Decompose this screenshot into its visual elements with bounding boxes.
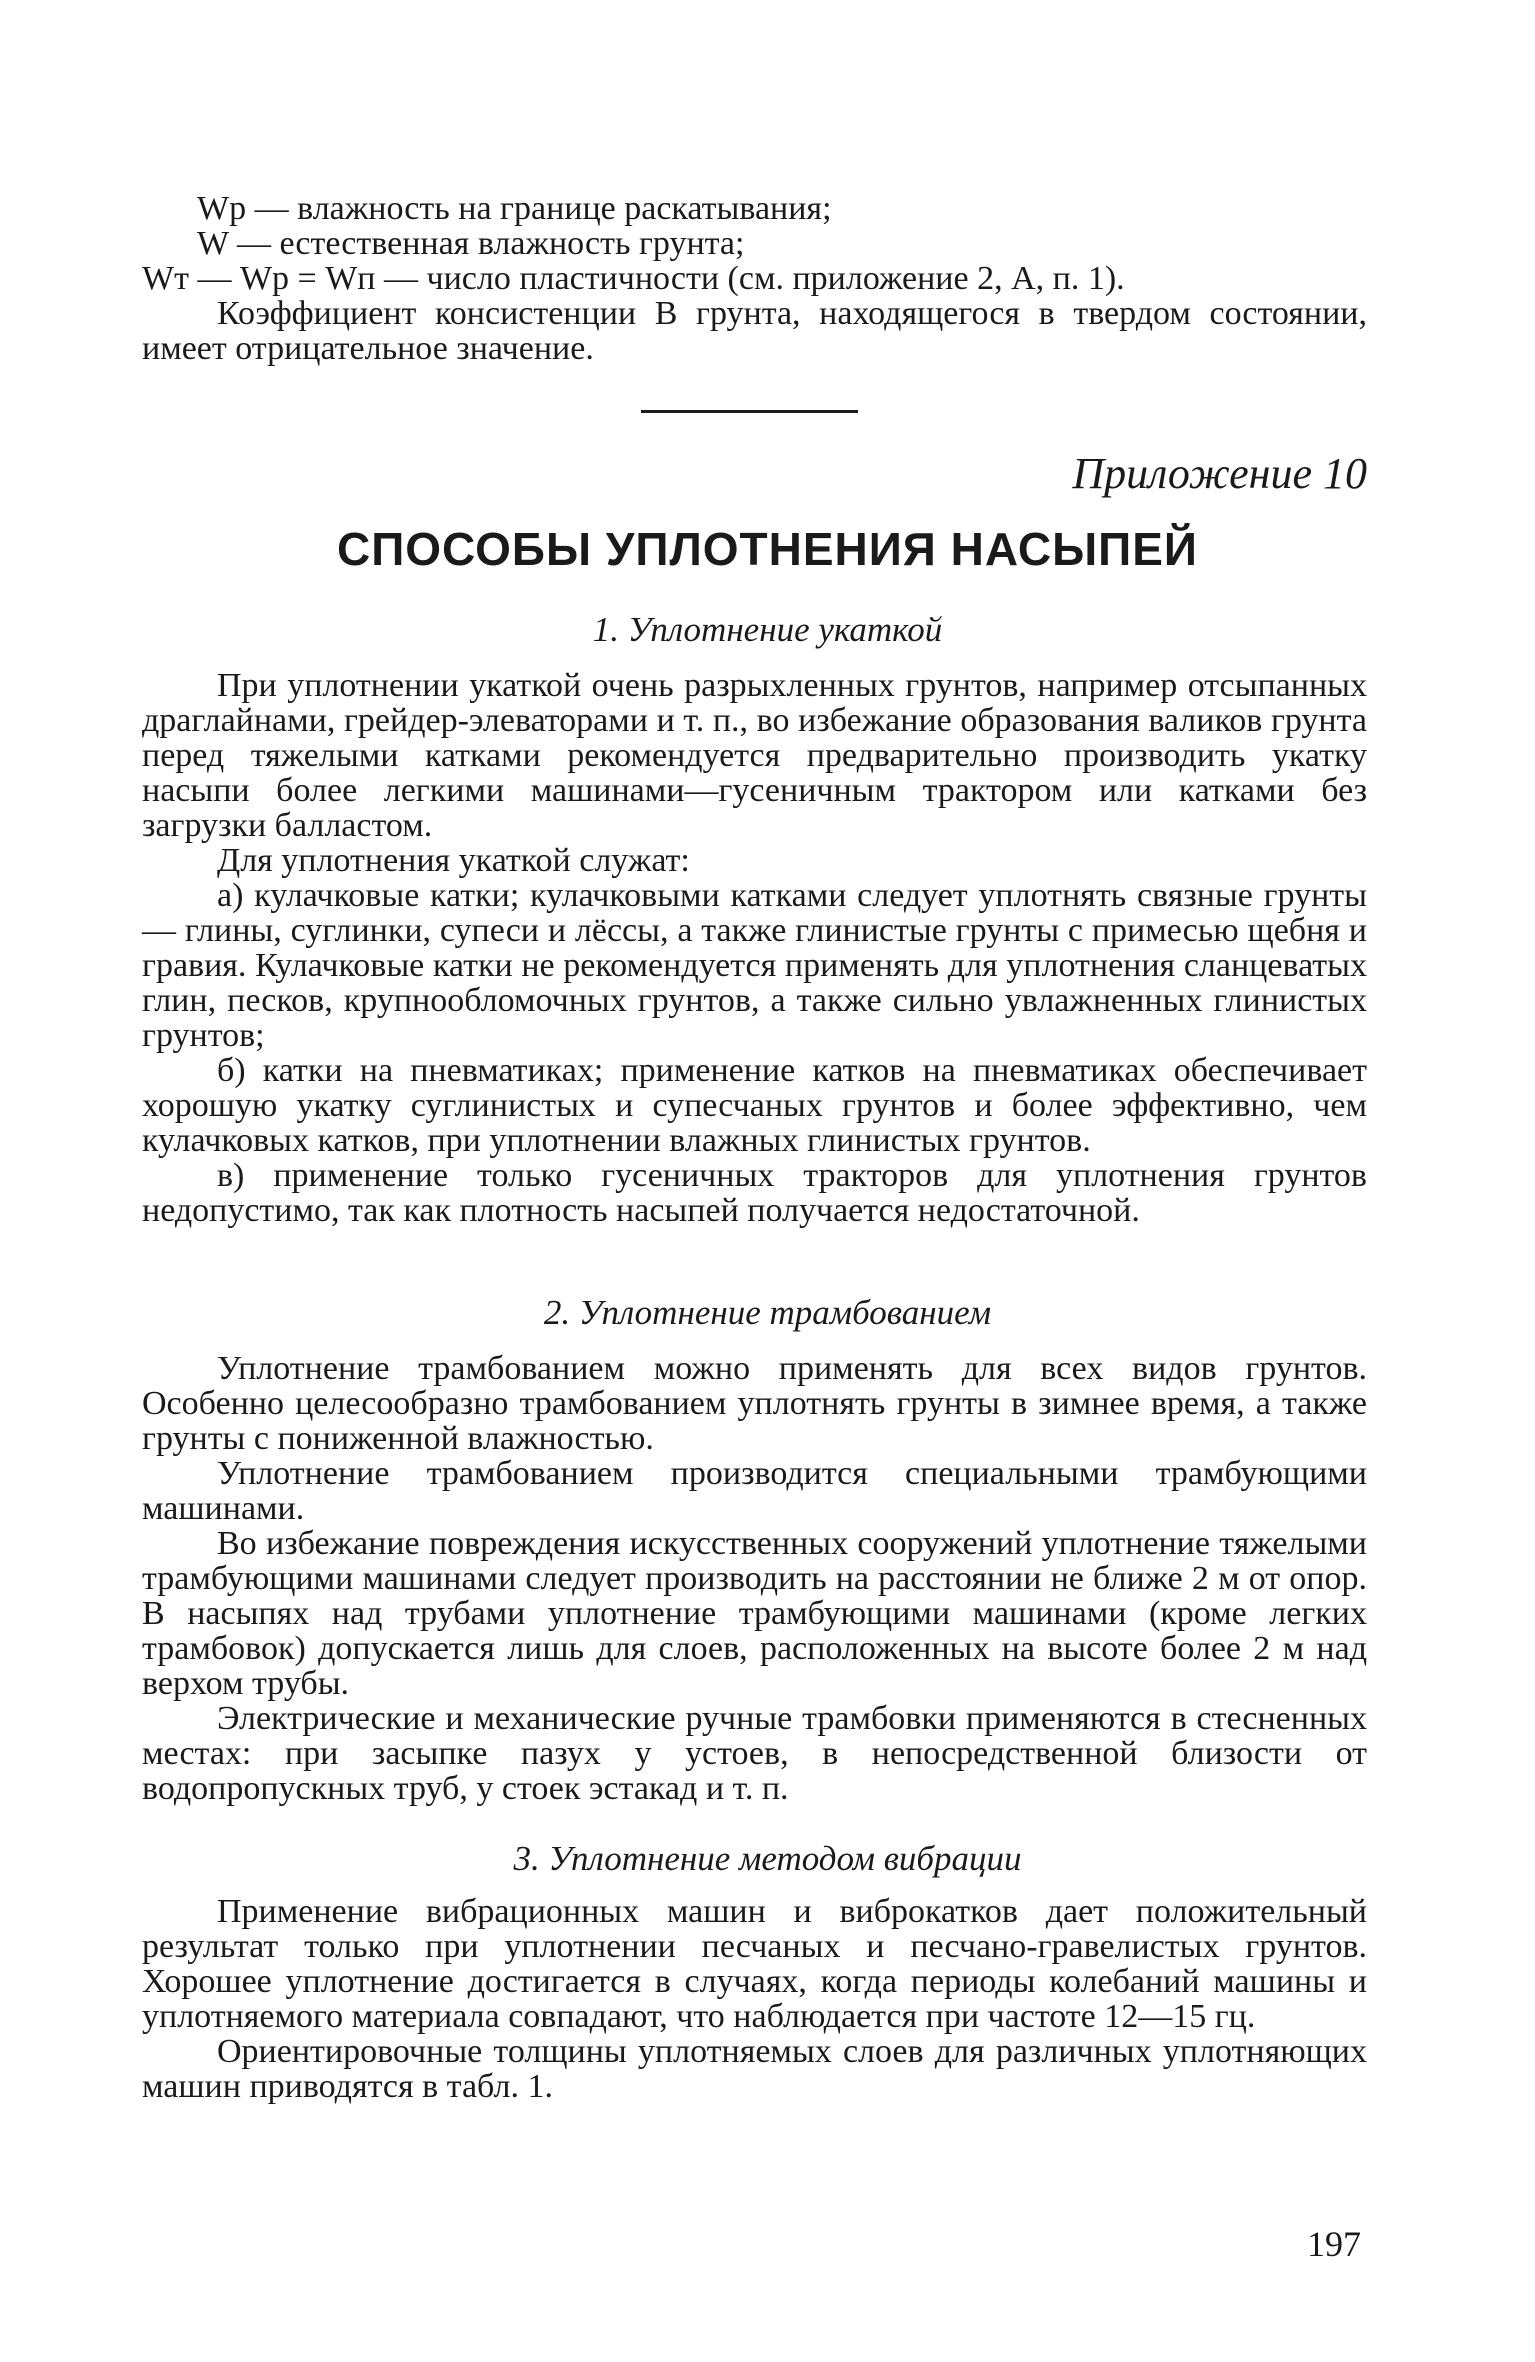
section-heading: 1. Уплотнение укаткой: [592, 610, 943, 649]
page-title: СПОСОБЫ УПЛОТНЕНИЯ НАСЫПЕЙ: [336, 523, 1198, 575]
paragraph: Во избежание повреждения искусственных сооружений уплотнение тяжелыми трамбующими машинами следует производить на расстоянии не ближе 2 м от опор. В насыпях над трубами уплотнение трамбующими машинами (кроме легких трамбовок) допускается лишь для слоев, расположенных на высоте более 2 м над верхом трубы.: [142, 1525, 1367, 1702]
section-body: [142, 1894, 1367, 2104]
section-body: [142, 1351, 1367, 1806]
definition-line: W — естественная влажность грунта;: [197, 225, 745, 262]
paragraph: Для уплотнения укаткой служат:: [217, 842, 690, 879]
paragraph: Электрические и механические ручные трамбовки применяются в стесненных местах: при засыпке пазух у устоев, в непосредственной близости от водопропускных труб, у стоек эстакад и т. п.: [142, 1700, 1367, 1807]
page-number: 197: [1307, 2224, 1361, 2264]
paragraph: При уплотнении укаткой очень разрыхленных грунтов, например отсыпанных драглайнами, грейдер-элеваторами и т. п., во избежание образования валиков грунта перед тяжелыми катками рекомендуется предварительно производить укатку насыпи более легкими машинами—гусеничным трактором или катками без загрузки балластом.: [142, 667, 1367, 844]
appendix-label: Приложение 10: [1072, 449, 1367, 498]
definition-line: Wт — Wр = Wп — число пластичности (см. приложение 2, А, п. 1).: [142, 260, 1125, 297]
intro-paragraph: Коэффициент консистенции B грунта, находящегося в твердом состоянии, имеет отрицательное значение.: [142, 295, 1367, 367]
section-divider: [641, 410, 858, 413]
section-heading: 2. Уплотнение трамбованием: [543, 1293, 992, 1332]
section-heading: 3. Уплотнение методом вибрации: [513, 1839, 1022, 1878]
paragraph: Уплотнение трамбованием производится специальными трамбующими машинами.: [142, 1455, 1367, 1527]
list-item: в) применение только гусеничных тракторов для уплотнения грунтов недопустимо, так как плотность насыпей получается недостаточной.: [142, 1157, 1367, 1229]
paragraph: Уплотнение трамбованием можно применять для всех видов грунтов. Особенно целесообразно трамбованием уплотнять грунты в зимнее время, а также грунты с пониженной влажностью.: [142, 1350, 1367, 1457]
paragraph: Ориентировочные толщины уплотняемых слоев для различных уплотняющих машин приводятся в табл. 1.: [142, 2033, 1367, 2105]
paragraph: Применение вибрационных машин и виброкатков дает положительный результат только при уплотнении песчаных и песчано-гравелистых грунтов. Хорошее уплотнение достигается в случаях, когда периоды колебаний машины и уплотняемого материала совпадают, что наблюдается при частоте 12—15 гц.: [142, 1893, 1367, 2035]
definitions-block: [142, 191, 1367, 366]
section-body: [142, 668, 1367, 1228]
definition-line: Wр — влажность на границе раскатывания;: [197, 190, 832, 227]
list-item: а) кулачковые катки; кулачковыми катками следует уплотнять связные грунты — глины, суглинки, супеси и лёссы, а также глинистые грунты с примесью щебня и гравия. Кулачковые катки не рекомендуется применять для уплотнения сланцеватых глин, песков, крупнообломочных грунтов, а также сильно увлажненных глинистых грунтов;: [142, 877, 1367, 1054]
list-item: б) катки на пневматиках; применение катков на пневматиках обеспечивает хорошую укатку суглинистых и супесчаных грунтов и более эффективно, чем кулачковых катков, при уплотнении влажных глинистых грунтов.: [142, 1052, 1367, 1159]
